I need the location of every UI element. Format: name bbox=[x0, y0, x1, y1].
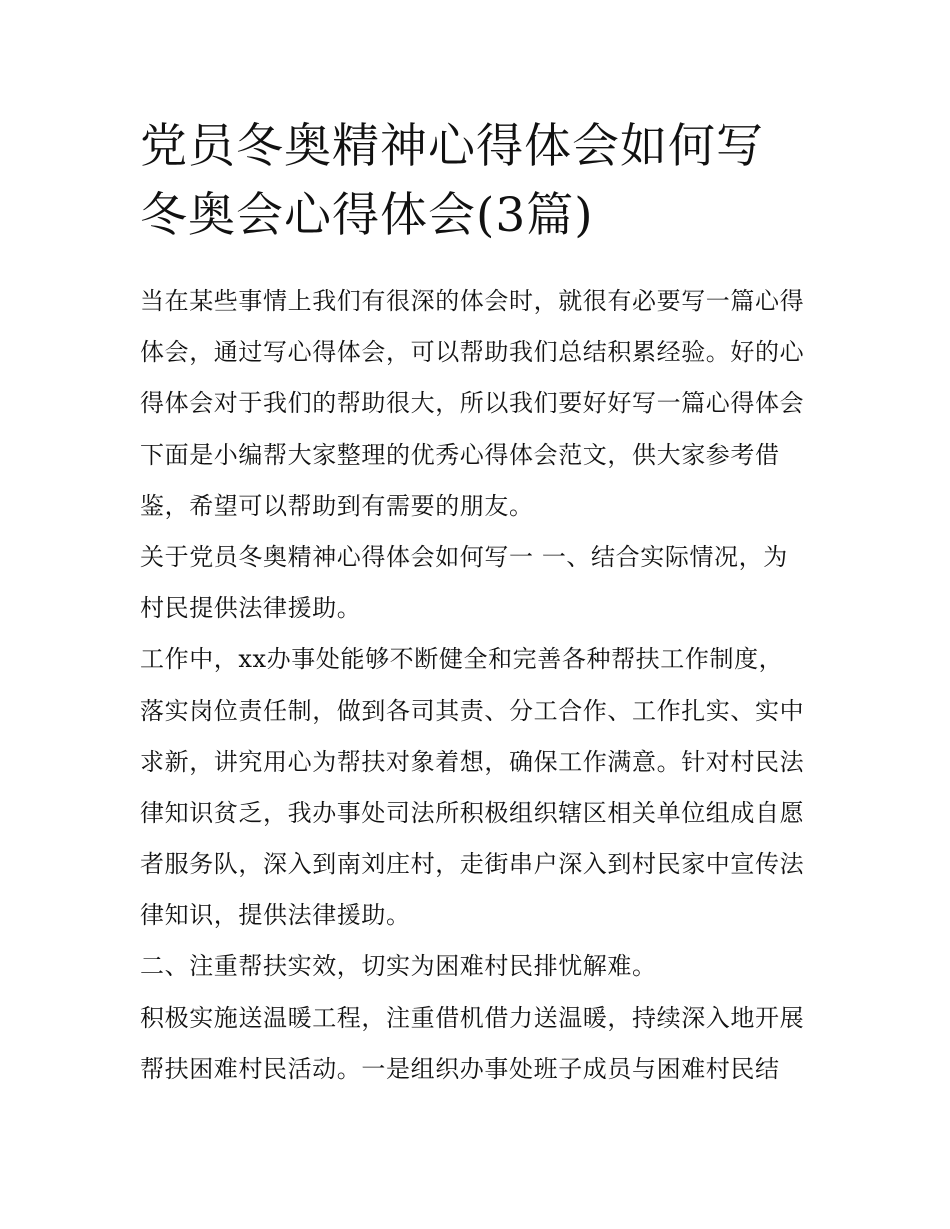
body-line: 村民提供法律援助。 bbox=[140, 594, 362, 623]
body-line: 鉴，希望可以帮助到有需要的朋友。 bbox=[140, 491, 534, 520]
body-line: 者服务队，深入到南刘庄村，走街串户深入到村民家中宣传法 bbox=[140, 850, 805, 879]
title-line: 党员冬奥精神心得体会如何写 bbox=[140, 119, 764, 174]
document-title bbox=[140, 112, 830, 250]
body-line: 落实岗位责任制，做到各司其责、分工合作、工作扎实、实中 bbox=[140, 696, 805, 725]
body-line: 帮扶困难村民活动。一是组织办事处班子成员与困难村民结 bbox=[140, 1054, 780, 1083]
body-line: 二、注重帮扶实效，切实为困难村民排忧解难。 bbox=[140, 952, 657, 981]
body-line: 下面是小编帮大家整理的优秀心得体会范文，供大家参考借 bbox=[140, 440, 780, 469]
body-line: 当在某些事情上我们有很深的体会时，就很有必要写一篇心得 bbox=[140, 287, 805, 315]
document-body bbox=[140, 276, 830, 1095]
body-line: 求新，讲究用心为帮扶对象着想，确保工作满意。针对村民法 bbox=[140, 747, 805, 776]
body-line: 得体会对于我们的帮助很大，所以我们要好好写一篇心得体会 bbox=[140, 389, 805, 418]
body-line: 体会，通过写心得体会，可以帮助我们总结积累经验。好的心 bbox=[140, 338, 805, 367]
body-line: 积极实施送温暖工程，注重借机借力送温暖，持续深入地开展 bbox=[140, 1003, 805, 1032]
title-line: 冬奥会心得体会(3篇) bbox=[140, 188, 594, 243]
body-line: 关于党员冬奥精神心得体会如何写一 一、结合实际情况，为 bbox=[140, 542, 788, 571]
body-line: 律知识，提供法律援助。 bbox=[140, 901, 411, 930]
body-line: 工作中，xx办事处能够不断健全和完善各种帮扶工作制度， bbox=[140, 645, 784, 674]
body-line: 律知识贫乏，我办事处司法所积极组织辖区相关单位组成自愿 bbox=[140, 798, 805, 827]
